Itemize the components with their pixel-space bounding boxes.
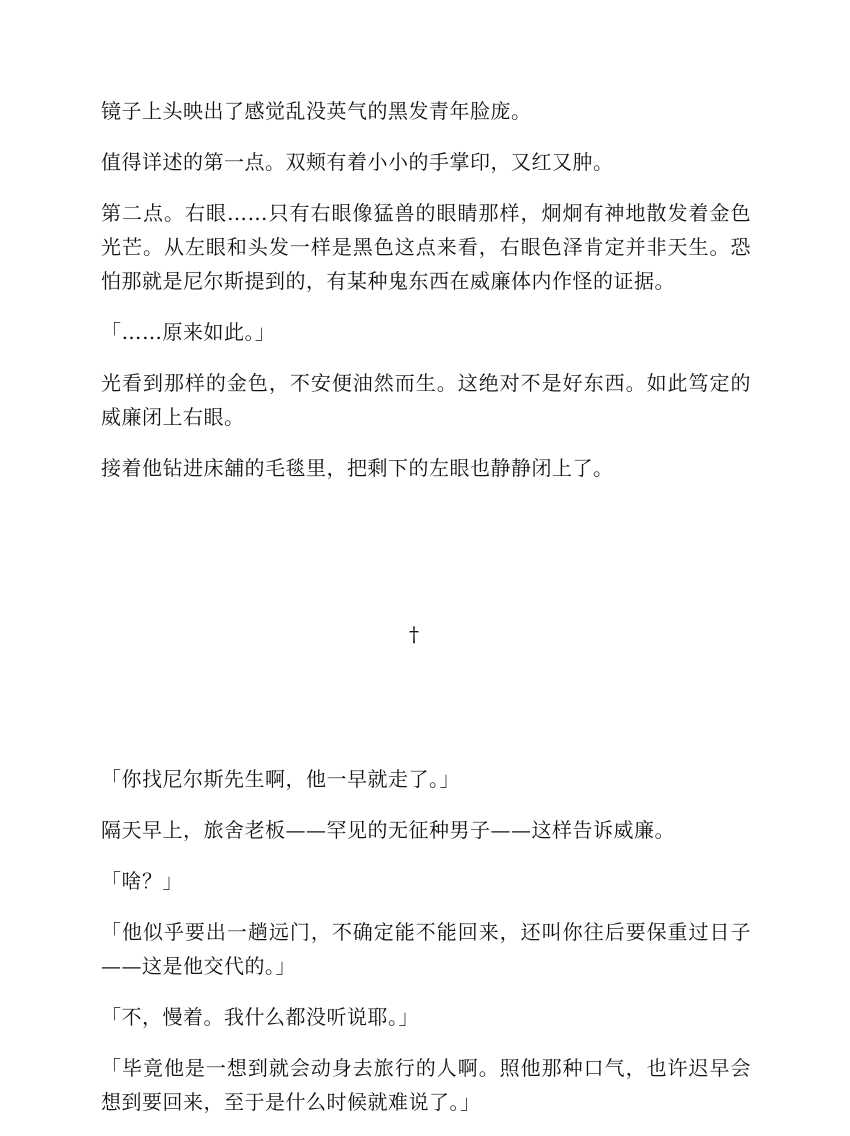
paragraph: 「……原来如此。」 [101, 320, 276, 344]
paragraph: 「他似乎要出一趟远门，不确定能不能回来，还叫你往后要保重过日子——这是他交代的。」 [101, 920, 751, 978]
paragraph: 镜子上头映出了感觉乱没英气的黑发青年脸庞。 [101, 99, 532, 123]
section-two [101, 762, 751, 1119]
paragraph: 「啥？」 [101, 869, 183, 893]
document-page [101, 94, 751, 1136]
paragraph: 隔天早上，旅舍老板——罕见的无征种男子——这样告诉威廉。 [101, 818, 675, 842]
section-divider [101, 522, 751, 762]
paragraph: 「不，慢着。我什么都没听说耶。」 [101, 1005, 419, 1029]
paragraph: 「你找尼尔斯先生啊，他一早就走了。」 [101, 767, 460, 791]
paragraph: 第二点。右眼……只有右眼像猛兽的眼睛那样，炯炯有神地散发着金色光芒。从左眼和头发一样是黑色这点来看，右眼色泽肯定并非天生。恐怕那就是尼尔斯提到的，有某种鬼东西在威廉体内作怪的证据。 [101, 201, 751, 293]
paragraph: 「毕竟他是一想到就会动身去旅行的人啊。照他那种口气，也许迟早会想到要回来，至于是什么时候就难说了。」 [101, 1056, 751, 1114]
dagger-separator: † [409, 622, 419, 646]
paragraph: 光看到那样的金色，不安便油然而生。这绝对不是好东西。如此笃定的威廉闭上右眼。 [101, 371, 751, 429]
paragraph: 值得详述的第一点。双颊有着小小的手掌印，又红又肿。 [101, 150, 614, 174]
paragraph: 接着他钻进床舖的毛毯里，把剩下的左眼也静静闭上了。 [101, 456, 614, 480]
section-one [101, 94, 751, 485]
